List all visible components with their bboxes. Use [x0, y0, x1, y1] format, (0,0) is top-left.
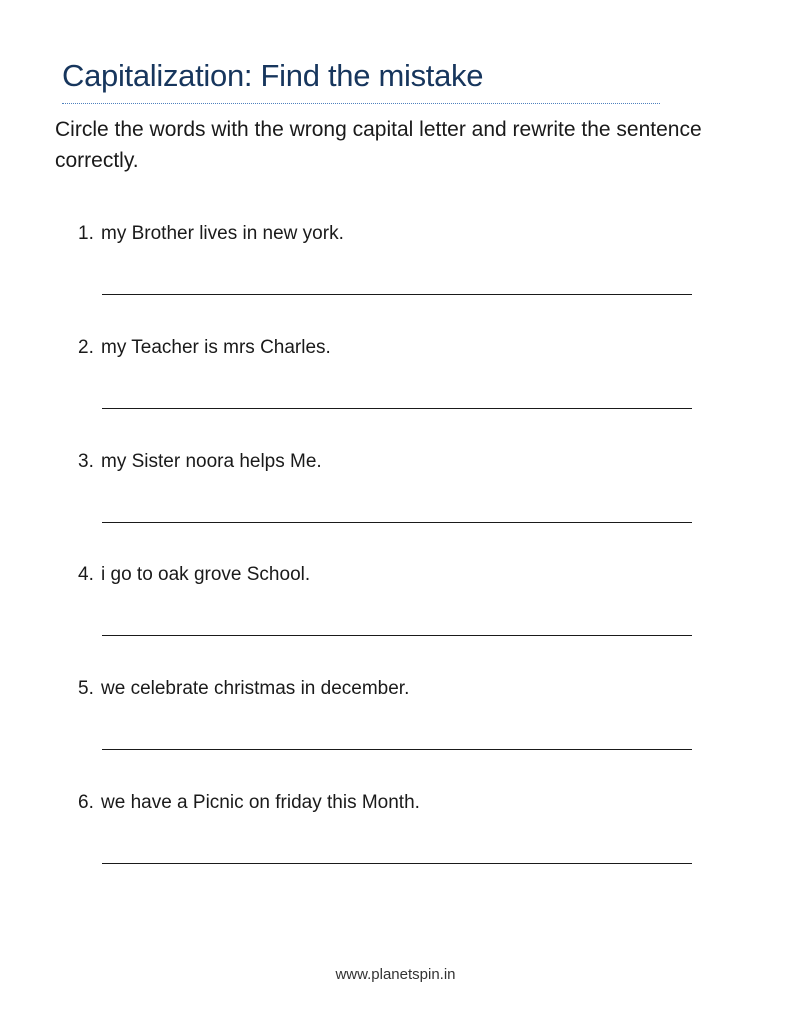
answer-line-4[interactable] [102, 635, 692, 636]
question-number: 5. [78, 678, 94, 699]
question-sentence: my Teacher is mrs Charles. [101, 337, 331, 358]
footer-website: www.planetspin.in [335, 966, 456, 983]
page-title: Capitalization: Find the mistake [62, 58, 484, 93]
question-item-6 [0, 790, 791, 900]
question-text-4 [78, 562, 310, 588]
question-number: 4. [78, 564, 94, 585]
answer-line-3[interactable] [102, 522, 692, 523]
question-sentence: my Brother lives in new york. [101, 223, 344, 244]
question-sentence: my Sister noora helps Me. [101, 451, 322, 472]
question-sentence: we have a Picnic on friday this Month. [101, 792, 420, 813]
instructions-text: Circle the words with the wrong capital letter and rewrite the sentence correctly. [55, 118, 702, 172]
answer-line-5[interactable] [102, 749, 692, 750]
question-number: 3. [78, 451, 94, 472]
answer-line-6[interactable] [102, 863, 692, 864]
answer-line-1[interactable] [102, 294, 692, 295]
question-item-2 [0, 335, 791, 445]
question-item-3 [0, 449, 791, 559]
question-text-3 [78, 449, 322, 475]
question-item-5 [0, 676, 791, 786]
question-number: 6. [78, 792, 94, 813]
question-text-1 [78, 221, 344, 247]
question-text-2 [78, 335, 331, 361]
question-number: 1. [78, 223, 94, 244]
question-number: 2. [78, 337, 94, 358]
question-text-6 [78, 790, 420, 816]
question-item-1 [0, 221, 791, 331]
question-sentence: i go to oak grove School. [101, 564, 311, 585]
question-text-5 [78, 676, 409, 702]
question-sentence: we celebrate christmas in december. [101, 678, 410, 699]
answer-line-2[interactable] [102, 408, 692, 409]
question-item-4 [0, 562, 791, 672]
